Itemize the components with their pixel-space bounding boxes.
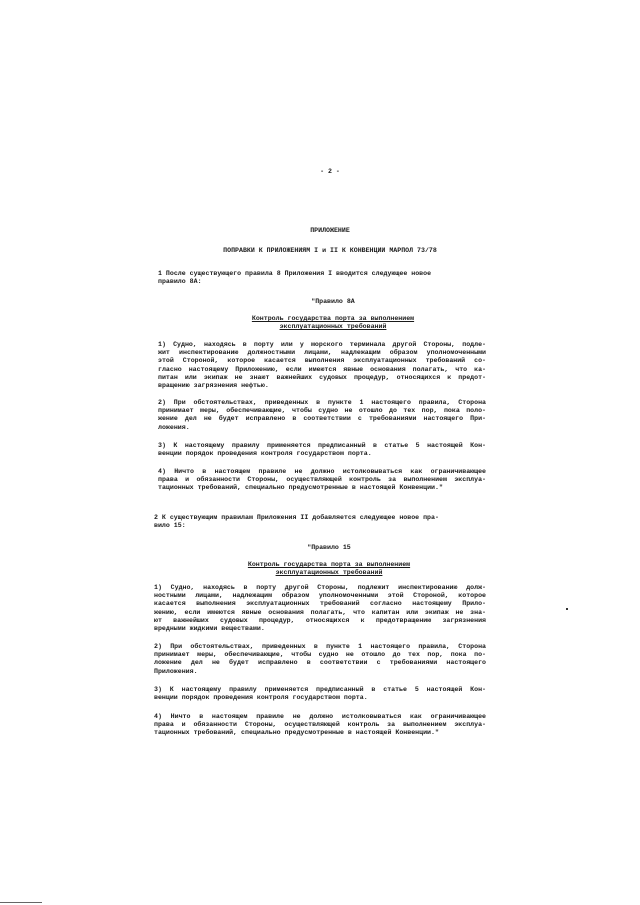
rule-15-paragraph-3 xyxy=(154,686,486,702)
rule-15-p2-line: 2) При обстоятельствах, приведенных в пункте 1 настоящего правила, Сторона xyxy=(154,643,486,650)
rule-8a-p4-line: 4) Ничто в настоящем правиле не должно истолковываться как ограничивающее xyxy=(158,468,486,475)
rule-8a-p3-line: венции порядок проведения контроля государством порта. xyxy=(158,450,372,458)
item-1-line-1: 1 После существующего правила 8 Приложения I вводится следующее новое xyxy=(158,270,432,277)
rule-8a-p2-line: жение дел не будет исправлено в соответствии с требованиями настоящего При- xyxy=(158,415,486,423)
rule-15-p4-line: 4) Ничто в настоящем правиле не должно истолковываться как ограничивающее xyxy=(154,713,486,720)
rule-15-p2-line: принимает меры, обеспечивающие, чтобы судно не отошло до тех пор, пока по- xyxy=(154,651,486,659)
rule-15-paragraph-4 xyxy=(154,713,486,738)
appendix-heading: ПРИЛОЖЕНИЕ xyxy=(310,227,350,234)
rule-8a-p1-line: этой Стороной, которое касается выполнения эксплуатационных требований со- xyxy=(158,357,486,365)
rule-15-p2-line: ложение дел не будет исправлено в соответствии с требованиями настоящего xyxy=(154,659,486,667)
rule-8a-p1-line: питан или экипаж не знают важнейших судовых процедур, относящихся к предот- xyxy=(158,373,486,381)
rule-15-subtitle-line-2: эксплуатационных требований xyxy=(275,569,383,577)
rule-15-paragraph-1 xyxy=(154,584,486,633)
item-2-line-2: вило 15: xyxy=(154,522,186,530)
item-2-intro xyxy=(154,514,488,530)
rule-8a-subtitle-line-1: Контроль государства порта за выполнением xyxy=(251,315,415,322)
rule-15-p1-line: жению, если имеются явные основания полагать, что капитан или экипаж не зна- xyxy=(154,608,486,616)
rule-15-p4-line: права и обязанности Стороны, осуществляющей контроль за выполнением эксплуа- xyxy=(154,721,486,729)
item-1-line-2: правило 8А: xyxy=(158,278,202,286)
rule-8a-p1-line: 1) Судно, находясь в порту или у морского терминала другой Стороны, подле- xyxy=(158,341,486,348)
rule-8a-p3-line: 3) К настоящему правилу применяется предписанный в статье 5 настоящей Кон- xyxy=(158,442,486,449)
item-1-intro xyxy=(158,270,478,286)
rule-15-subtitle-line-1: Контроль государства порта за выполнением xyxy=(247,561,411,568)
rule-15-p1-line: ностными лицами, надлежащим образом уполномоченными этой Стороной, которое xyxy=(154,592,486,600)
rule-15-p4-line: тационных требований, специально предусмотренные в настоящей Конвенции." xyxy=(154,729,439,737)
rule-15-p3-line: венции порядок проведения контроля государством порта. xyxy=(154,694,368,702)
rule-15-subtitle xyxy=(194,561,464,577)
rule-8a-p2-line: принимает меры, обеспечивающие, чтобы судно не отошло до тех пор, пока поло- xyxy=(158,407,486,415)
rule-8a-subtitle xyxy=(198,315,468,331)
rule-8a-p1-line: гласно настоящему Приложению, если имеются явные основания полагать, что ка- xyxy=(158,365,486,373)
rule-8a-paragraph-2 xyxy=(158,399,486,432)
rule-8a-title: "Правило 8А xyxy=(311,298,355,305)
rule-15-p1-line: ют важнейших судовых процедур, относящихся к предотвращению загрязнения xyxy=(154,616,486,624)
rule-8a-p1-line: жит инспектированию должностными лицами, надлежащим образом уполномоченными xyxy=(158,349,486,357)
rule-15-p2-line: Приложения. xyxy=(154,667,198,675)
rule-15-paragraph-2 xyxy=(154,643,486,676)
item-2-line-1: 2 К существующим правилам Приложения II добавляется следующее новое пра- xyxy=(154,514,439,521)
rule-15-p3-line: 3) К настоящему правилу применяется предписанный в статье 5 настоящей Кон- xyxy=(154,686,486,693)
scan-edge-line xyxy=(0,902,42,903)
rule-8a-p1-line: вращению загрязнения нефтью. xyxy=(158,382,269,390)
page-number: - 2 - xyxy=(320,168,340,175)
scan-speck xyxy=(566,608,568,610)
rule-15-p1-line: 1) Судно, находясь в порту другой Стороны, подлежит инспектированию долж- xyxy=(154,584,486,591)
rule-8a-p4-line: тационных требований, специально предусмотренные в настоящей Конвенции." xyxy=(158,484,443,492)
rule-8a-paragraph-4 xyxy=(158,468,486,493)
rule-8a-p4-line: права и обязанности Стороны, осуществляющей контроль за выполнением эксплуа- xyxy=(158,476,486,484)
rule-8a-paragraph-3 xyxy=(158,442,486,458)
rule-15-title: "Правило 15 xyxy=(307,544,351,551)
rule-15-p1-line: касается выполнения эксплуатационных требований согласно настоящему Прило- xyxy=(154,600,486,608)
amendments-subheading: ПОПРАВКИ К ПРИЛОЖЕНИЯМ I и II К КОНВЕНЦИИ МАРПОЛ 73/78 xyxy=(223,247,437,254)
rule-8a-p2-line: ложения. xyxy=(158,423,190,431)
rule-8a-paragraph-1 xyxy=(158,341,486,390)
rule-15-p1-line: вредными жидкими веществами. xyxy=(154,625,265,633)
rule-8a-subtitle-line-2: эксплуатационных требований xyxy=(279,323,387,331)
rule-8a-p2-line: 2) При обстоятельствах, приведенных в пункте 1 настоящего правила, Сторона xyxy=(158,399,486,406)
